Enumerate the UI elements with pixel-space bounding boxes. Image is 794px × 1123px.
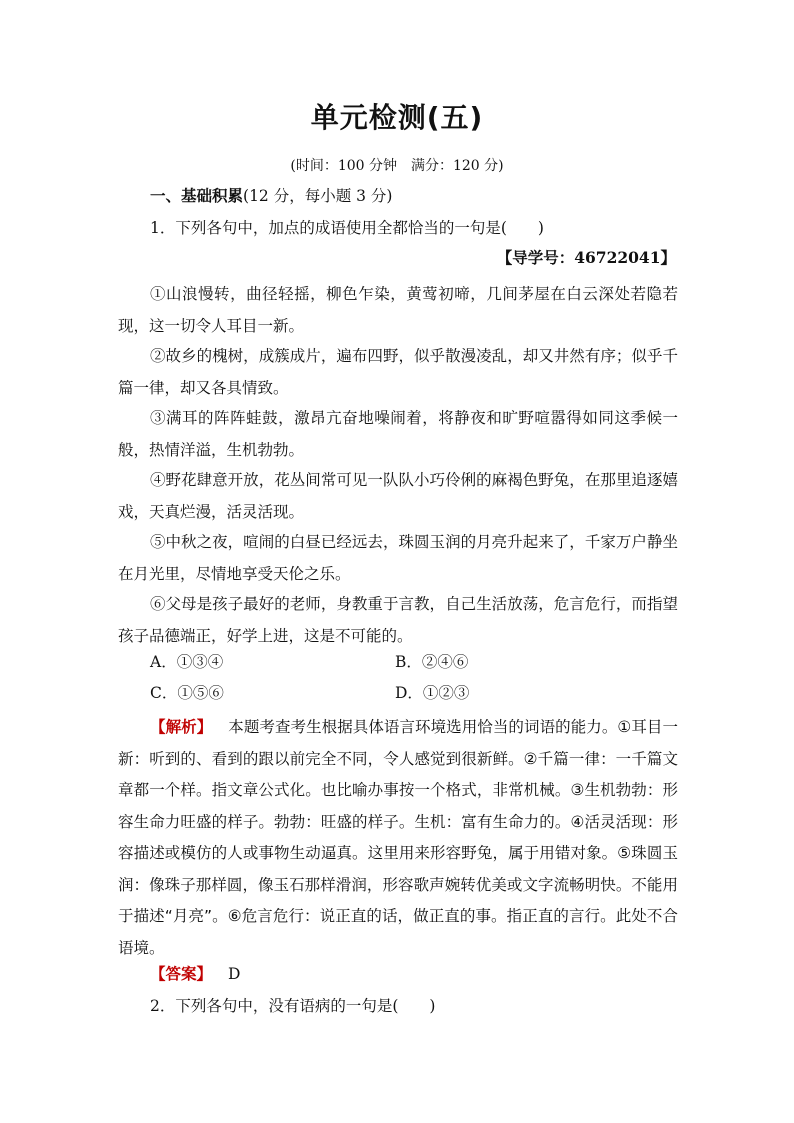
q1-item-1: ①山浪慢转，曲径轻摇，柳色乍染，黄莺初啼，几间茅屋在白云深处若隐若现，这一切令人耳目一新。: [118, 285, 678, 335]
q1-item-2: ②故乡的槐树，成簇成片，遍布四野，似乎散漫凌乱，却又井然有序；似乎千篇一律，却又各具情致。: [118, 347, 678, 397]
q1-item-3: ③满耳的阵阵蛙鼓，激昂亢奋地噪闹着，将静夜和旷野喧嚣得如同这季候一般，热情洋溢，生机勃勃。: [118, 409, 678, 459]
answer-tag: 【答案】: [150, 964, 213, 983]
analysis-text: 本题考查考生根据具体语言环境选用恰当的词语的能力。①耳目一新：听到的、看到的跟以前完全不同，令人感觉到很新鲜。②千篇一律：一千篇文章都一个样。指文章公式化。也比喻办事按一个格式，非常机械。③生机勃勃：形容生命力旺盛的样子。勃勃：旺盛的样子。生机：富有生命力的。④活灵活现：形容描述或模仿的人或事物生动逼真。这里用来形容野兔，属于用错对象。⑤珠圆玉润：像珠子那样圆，像玉石那样滑润，形容歌声婉转优美或文字流畅明快。不能用于描述“月亮”。⑥危言危行：说正直的话，做正直的事。指正直的言行。此处不合语境。: [118, 718, 678, 957]
page-title: 单元检测(五): [310, 101, 484, 134]
option-c: C．①⑤⑥: [150, 684, 224, 702]
analysis-block: [118, 712, 678, 964]
guide-number: 【导学号：46722041】: [496, 248, 676, 267]
q1-item-4: ④野花肆意开放，花丛间常可见一队队小巧伶俐的麻褐色野兔，在那里追逐嬉戏，天真烂漫，活灵活现。: [118, 471, 678, 521]
section-title: 一、基础积累: [150, 186, 244, 205]
q1-item-6: ⑥父母是孩子最好的老师，身教重于言教，自己生活放荡，危言危行，而指望孩子品德端正，好学上进，这是不可能的。: [118, 595, 678, 645]
option-a: A．①③④: [150, 653, 224, 671]
question-1-stem: 1．下列各句中，加点的成语使用全都恰当的一句是( ): [150, 219, 544, 237]
question-2-stem: 2．下列各句中，没有语病的一句是( ): [150, 997, 436, 1015]
q1-item-5: ⑤中秋之夜，喧闹的白昼已经远去，珠圆玉润的月亮升起来了，千家万户静坐在月光里，尽情地享受天伦之乐。: [118, 533, 678, 583]
section-note: (12 分，每小题 3 分): [243, 187, 393, 205]
analysis-tag: 【解析】: [150, 718, 213, 736]
exam-info: (时间：100 分钟 满分：120 分): [290, 158, 504, 174]
section-heading: [150, 186, 710, 206]
answer-value: D: [228, 965, 241, 983]
option-b: B．②④⑥: [395, 653, 469, 671]
option-d: D．①②③: [395, 684, 470, 702]
answer-line: [150, 964, 710, 984]
